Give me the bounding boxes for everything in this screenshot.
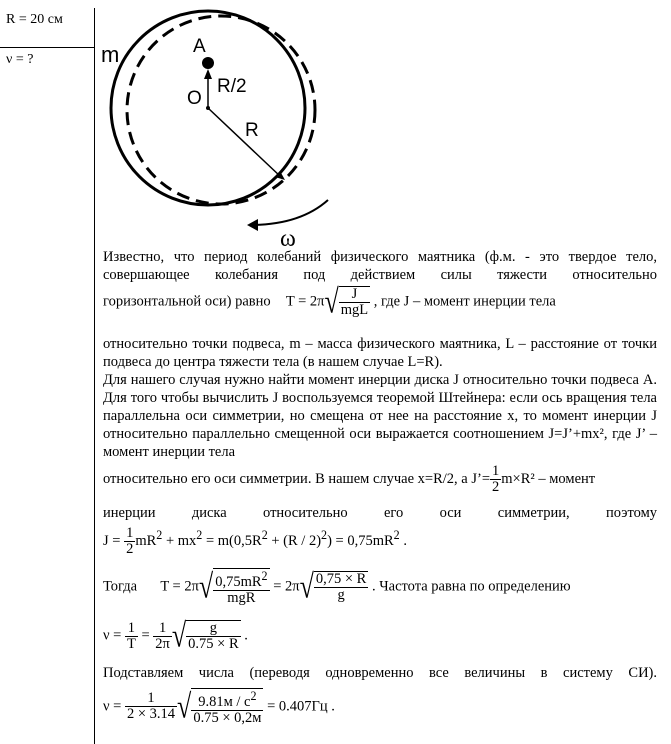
- label-o: O: [187, 88, 202, 109]
- label-r: R: [245, 120, 259, 141]
- label-r-half: R/2: [217, 76, 247, 97]
- radius-half-arrowhead: [204, 69, 212, 79]
- period-lhs: T = 2π: [285, 293, 325, 310]
- paragraph-substitute: Подставляем числа (переводя одновременно все величины в систему СИ).: [103, 665, 657, 681]
- then-word: Тогда: [103, 578, 138, 595]
- paragraph-inertia: инерции диска относительно его оси симметрии, поэтому: [103, 505, 657, 521]
- j-half-fraction: $\frac{1}{2}$: [126, 525, 134, 557]
- disk-dashed-circle: [127, 16, 315, 204]
- label-m: m: [101, 42, 120, 67]
- jprime-trail: m×R² – момент: [501, 470, 596, 487]
- paragraph-intro: Известно, что период колебаний физического маятника (ф.м. - это твердое тело, совершающее колебания под действием силы тяжести относительно: [103, 249, 657, 283]
- jprime-fraction: $\frac{1}{2}$: [492, 463, 500, 495]
- point-o: [206, 106, 210, 110]
- rotation-arc: [250, 200, 328, 225]
- pendulum-diagram: [95, 0, 345, 250]
- period-den: mgL: [340, 302, 369, 318]
- period-derived-line: Тогда T = 2π√ $\frac{0,75mR^2}{\text{mgR}}$ = 2π√ $\frac{0,75 \times R}{g}$ . Частота равна по определению: [103, 567, 571, 606]
- period-trail-text: , где J – момент инерции тела: [373, 293, 556, 310]
- rotation-arrowhead: [247, 219, 258, 231]
- frequency-formula-line: ν = $\frac{1}{T}$ = $\frac{1}{2\pi}$ √ $\frac{g}{0.75 \times R}$ .: [103, 616, 248, 655]
- given-radius: R = 20 см: [6, 12, 63, 27]
- radius-line: [208, 108, 281, 177]
- frequency-text: . Частота равна по определению: [371, 578, 571, 595]
- point-a: [202, 57, 214, 69]
- label-a: A: [193, 36, 206, 57]
- period-formula-line: [103, 282, 657, 321]
- period-num: J: [351, 286, 358, 302]
- period-lead-text: горизонтальной оси) равно: [103, 293, 271, 310]
- jprime-lead: относительно его оси симметрии. В нашем случае x=R/2, а J’=: [103, 470, 491, 487]
- period-fraction: [339, 287, 370, 318]
- label-omega: ω: [280, 226, 296, 250]
- result-value: = 0.407Гц: [267, 698, 328, 715]
- given-unknown: ν = ?: [6, 52, 34, 67]
- numeric-result-line: ν = $\frac{1}{2 \times 3.14}$ √ $\frac{9.81м / с^2}{0.75 \times 0,2м}$ = 0.407Гц .: [103, 687, 335, 726]
- sqrt-sign: √: [324, 282, 339, 321]
- paragraph-definitions: относительно точки подвеса, m – масса физического маятника, L – расстояние от точки подвеса до центра тяжести тела (в нашем случае L=R).: [103, 336, 657, 370]
- j-formula-line: J = $\frac{1}{2}$ $mR^2 + mx^2 = m(0,5R^2 + (R / 2)^2) = 0,75mR^2$ .: [103, 525, 407, 557]
- given-separator-horizontal: [0, 47, 94, 48]
- jprime-line: [103, 464, 657, 495]
- paragraph-steiner: Для нашего случая нужно найти момент инерции диска J относительно точки подвеса А. Для того чтобы вычислить J воспользуемся теоремой Штейнера: если ось вращения тела параллельна оси симметрии, но смещена от нее на расстояние x, то момент инерции J относительно параллельно смещенной оси выражается соотношением J=J’+mx², где J’ – момент инерции тела: [103, 372, 657, 460]
